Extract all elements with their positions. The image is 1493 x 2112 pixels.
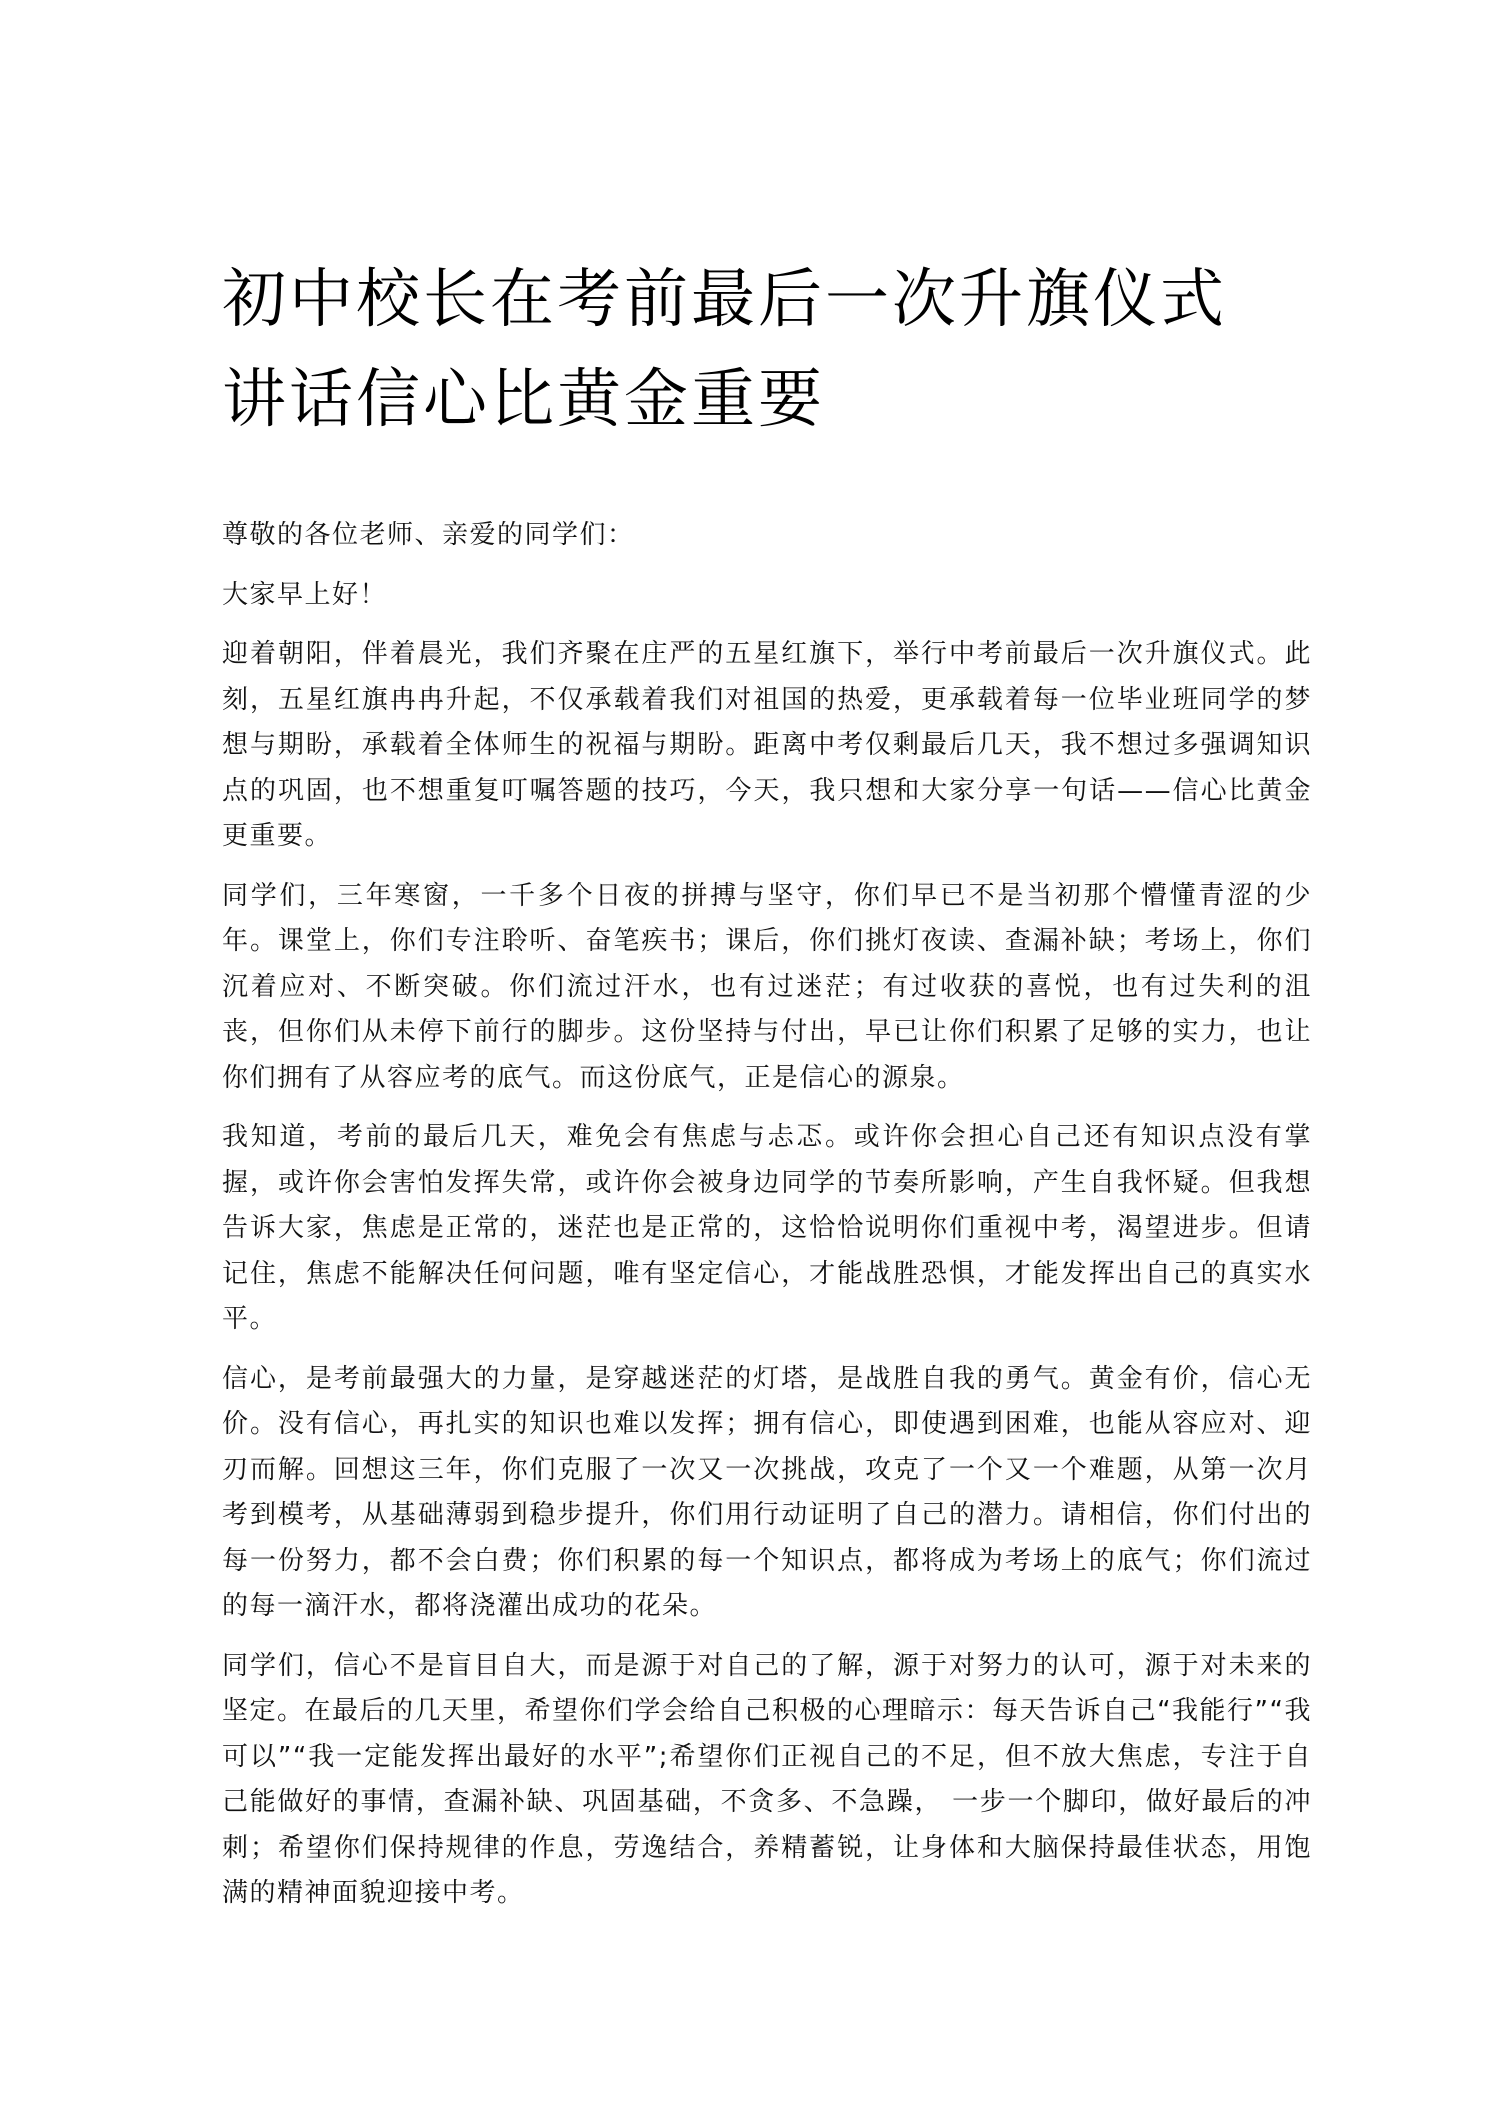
title-line-2: 讲话信心比黄金重要	[222, 363, 825, 437]
salutation: 尊敬的各位老师、亲爱的同学们：	[222, 520, 635, 550]
paragraph: 信心，是考前最强大的力量，是穿越迷茫的灯塔，是战胜自我的勇气。黄金有价，信心无价。没有信心，再扎实的知识也难以发挥；拥有信心，即使遇到困难，也能从容应对、迎刃而解。回想这三年，你们克服了一次又一次挑战，攻克了一个又一个难题，从第一次月考到模考，从基础薄弱到稳步提升，你们用行动证明了自己的潜力。请相信，你们付出的每一份努力，都不会白费；你们积累的每一个知识点，都将成为考场上的底气；你们流过的每一滴汗水，都将浇灌出成功的花朵。	[222, 1363, 1312, 1621]
title-line-1: 初中校长在考前最后一次升旗仪式	[222, 263, 1227, 337]
document-body	[222, 513, 1312, 1931]
paragraph: 迎着朝阳，伴着晨光，我们齐聚在庄严的五星红旗下，举行中考前最后一次升旗仪式。此刻，五星红旗冉冉升起，不仅承载着我们对祖国的热爱，更承载着每一位毕业班同学的梦想与期盼，承载着全体师生的祝福与期盼。距离中考仅剩最后几天，我不想过多强调知识点的巩固，也不想重复叮嘱答题的技巧，今天，我只想和大家分享一句话——信心比黄金更重要。	[222, 639, 1312, 851]
paragraph: 同学们，信心不是盲目自大，而是源于对自己的了解，源于对努力的认可，源于对未来的坚定。在最后的几天里，希望你们学会给自己积极的心理暗示：每天告诉自己“我能行”“我可以”“我一定能发挥出最好的水平”;希望你们正视自己的不足，但不放大焦虑，专注于自己能做好的事情，查漏补缺、巩固基础，不贪多、不急躁， 一步一个脚印，做好最后的冲刺；希望你们保持规律的作息，劳逸结合，养精蓄锐，让身体和大脑保持最佳状态，用饱满的精神面貌迎接中考。	[222, 1650, 1312, 1908]
document-title	[222, 250, 1322, 450]
paragraph: 同学们，三年寒窗，一千多个日夜的拼搏与坚守，你们早已不是当初那个懵懂青涩的少年。课堂上，你们专注聆听、奋笔疾书；课后，你们挑灯夜读、查漏补缺；考场上，你们沉着应对、不断突破。你们流过汗水，也有过迷茫；有过收获的喜悦，也有过失利的沮丧，但你们从未停下前行的脚步。这份坚持与付出，早已让你们积累了足够的实力，也让你们拥有了从容应考的底气。而这份底气，正是信心的源泉。	[222, 880, 1312, 1093]
greeting: 大家早上好！	[222, 579, 388, 610]
paragraph: 我知道，考前的最后几天，难免会有焦虑与忐忑。或许你会担心自己还有知识点没有掌握，或许你会害怕发挥失常，或许你会被身边同学的节奏所影响，产生自我怀疑。但我想告诉大家，焦虑是正常的，迷茫也是正常的，这恰恰说明你们重视中考，渴望进步。但请记住，焦虑不能解决任何问题，唯有坚定信心，才能战胜恐惧，才能发挥出自己的真实水平。	[222, 1122, 1312, 1334]
